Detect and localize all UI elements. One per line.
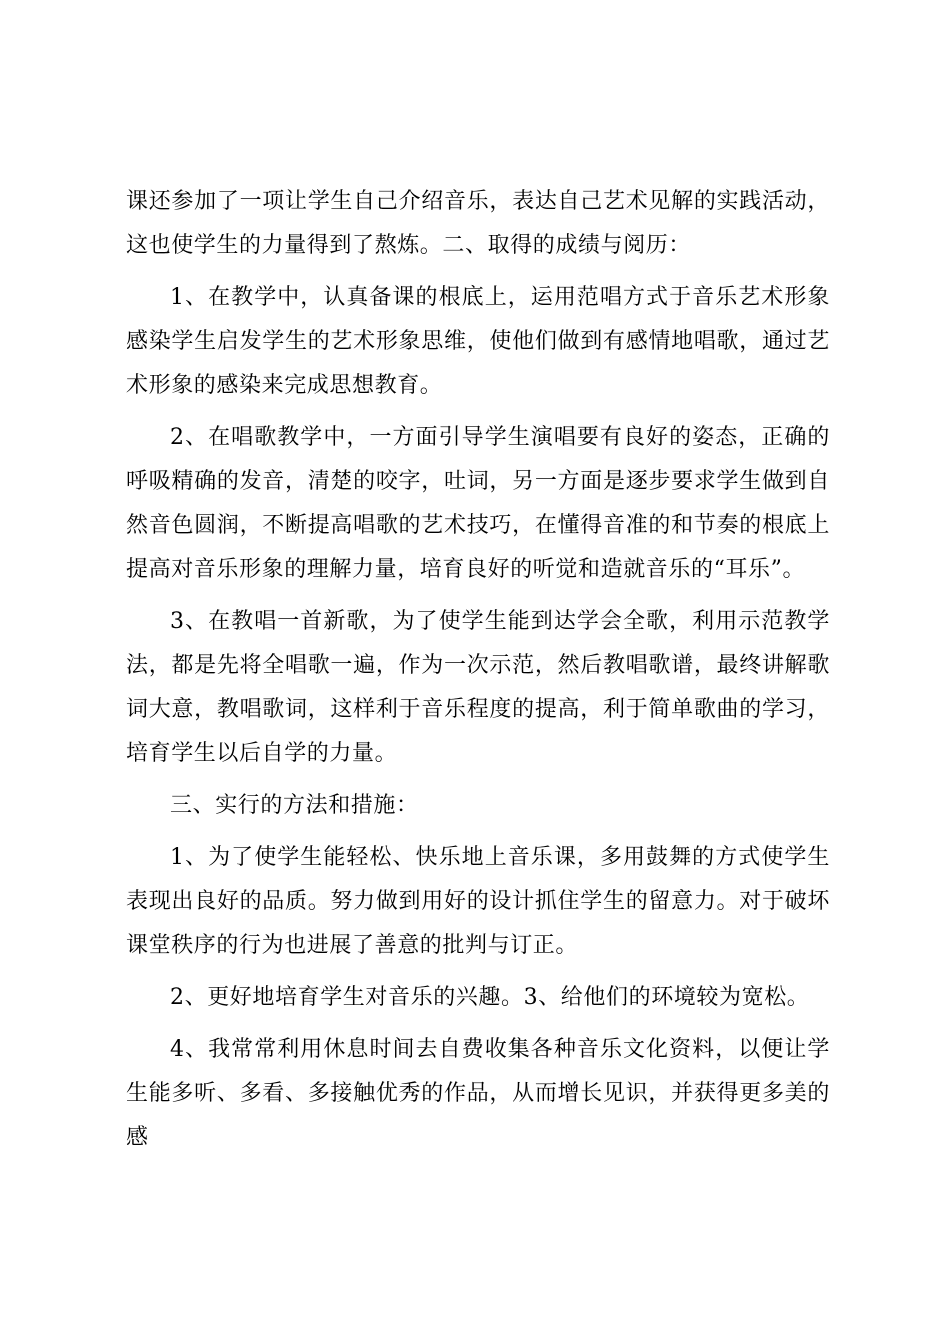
paragraph-continuation: 课还参加了一项让学生自己介绍音乐，表达自己艺术见解的实践活动，这也使学生的力量得到了熬炼。二、取得的成绩与阅历：: [126, 189, 830, 258]
paragraph-item-2: 2、在唱歌教学中，一方面引导学生演唱要有良好的姿态，正确的呼吸精确的发音，清楚的咬字，吐词，另一方面是逐步要求学生做到自然音色圆润，不断提高唱歌的艺术技巧，在懂得音准的和节奏的根底上提高对音乐形象的理解力量，培育良好的听觉和造就音乐的“耳乐”。: [126, 425, 830, 582]
paragraph-item-3: 3、在教唱一首新歌，为了使学生能到达学会全歌，利用示范教学法，都是先将全唱歌一遍，作为一次示范，然后教唱歌谱，最终讲解歌词大意，教唱歌词，这样利于音乐程度的提高，利于简单歌曲的学习，培育学生以后自学的力量。: [126, 609, 830, 766]
paragraph-method-4: 4、我常常利用休息时间去自费收集各种音乐文化资料，以便让学生能多听、多看、多接触优秀的作品，从而增长见识，并获得更多美的感: [126, 1037, 830, 1150]
paragraph-method-2-3: 2、更好地培育学生对音乐的兴趣。3、给他们的环境较为宽松。: [170, 985, 810, 1010]
document-body: [126, 180, 830, 1168]
paragraph-item-1: 1、在教学中，认真备课的根底上，运用范唱方式于音乐艺术形象感染学生启发学生的艺术形象思维，使他们做到有感情地唱歌，通过艺术形象的感染来完成思想教育。: [126, 285, 830, 398]
paragraph-method-1: 1、为了使学生能轻松、快乐地上音乐课，多用鼓舞的方式使学生表现出良好的品质。努力做到用好的设计抓住学生的留意力。对于破坏课堂秩序的行为也进展了善意的批判与订正。: [126, 845, 830, 958]
section-heading-methods: 三、实行的方法和措施：: [170, 793, 419, 818]
